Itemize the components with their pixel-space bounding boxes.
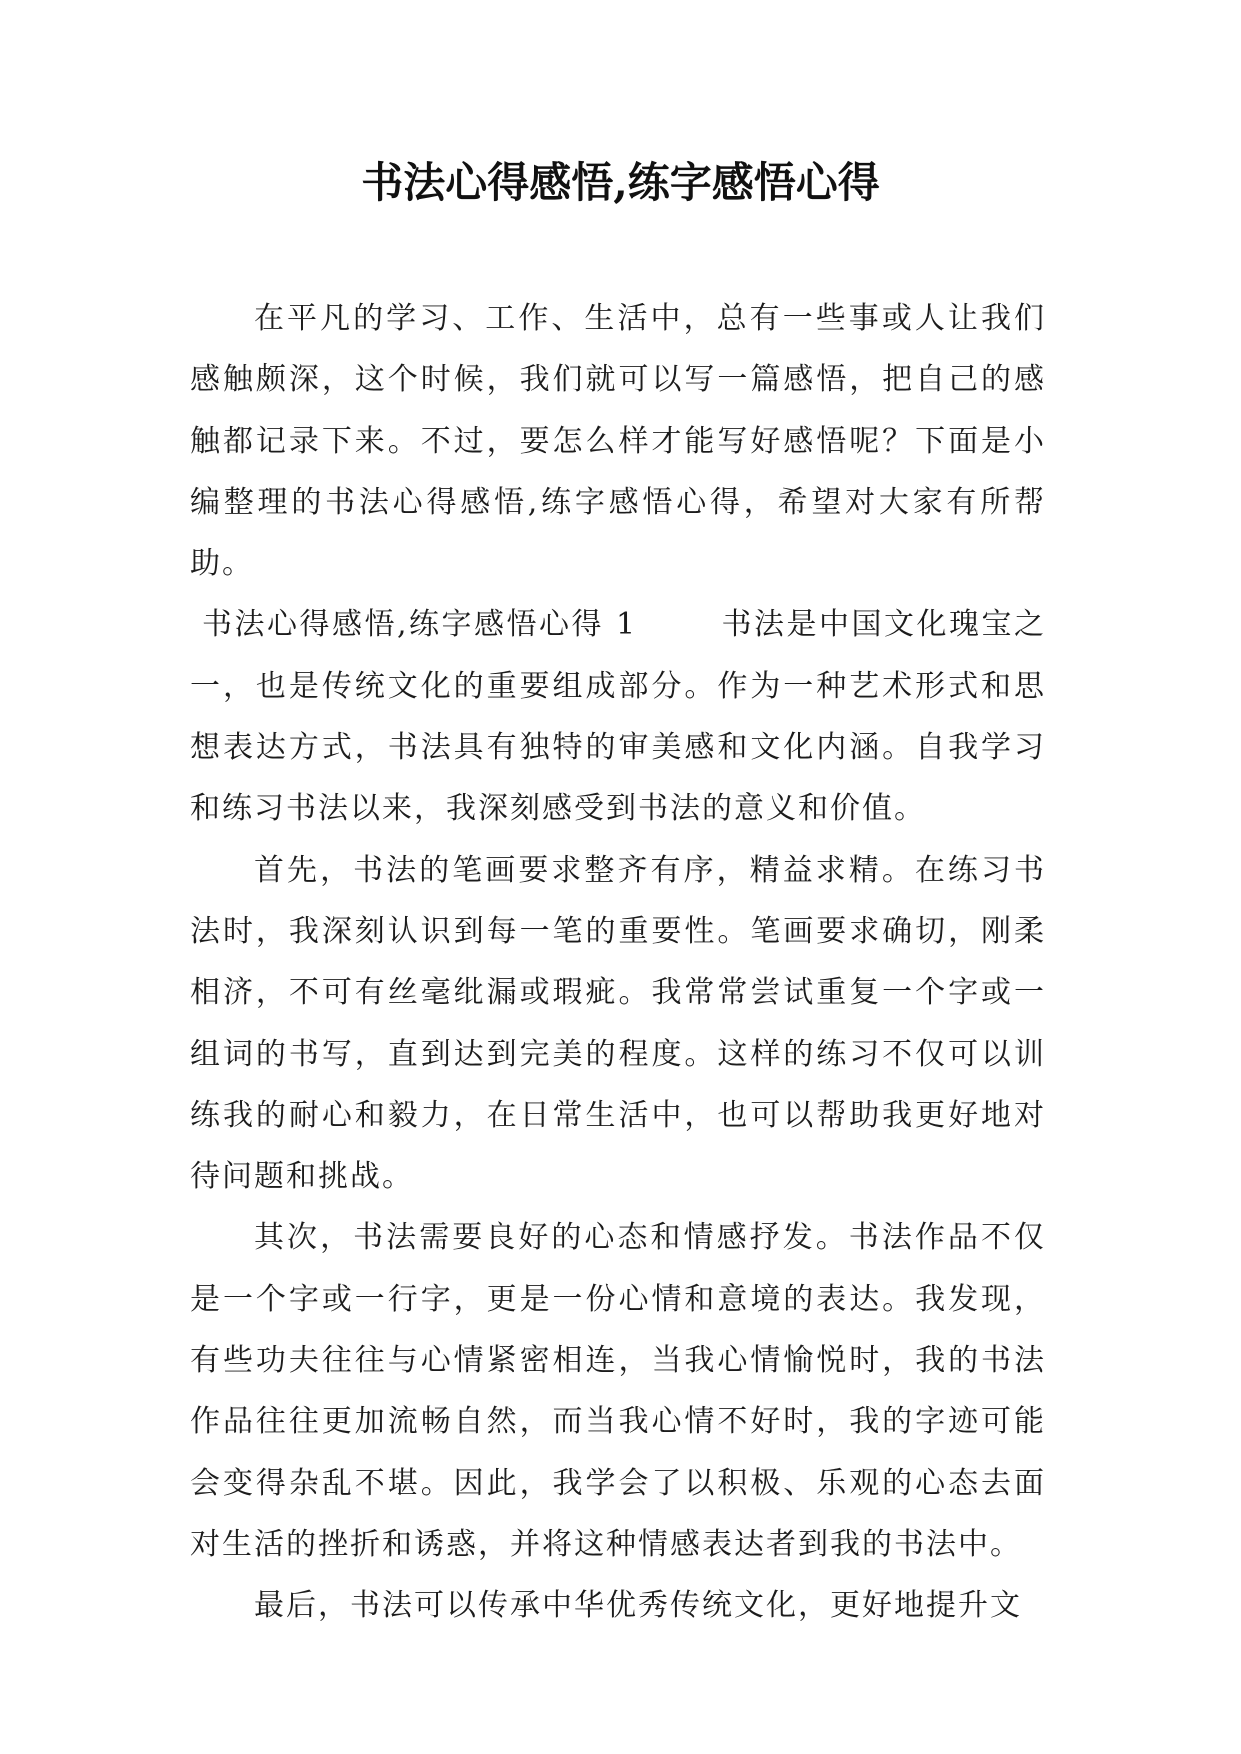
section-first-text: 书法是中国文化瑰宝之一，也是传统文化的重要组成部分。作为一种艺术形式和思想表达方式，书法具有独特的审美感和文化内涵。自我学习和练习书法以来，我深刻感受到书法的意义和价值。 xyxy=(190,607,1046,827)
section-heading: 书法心得感悟,练字感悟心得 1 xyxy=(202,607,638,643)
document-body xyxy=(190,288,1046,1637)
section-1-paragraph xyxy=(190,594,1046,839)
paragraph-last: 最后，书法可以传承中华优秀传统文化，更好地提升文 xyxy=(254,1588,1022,1624)
intro-paragraph: 在平凡的学习、工作、生活中，总有一些事或人让我们感触颇深，这个时候，我们就可以写一篇感悟，把自己的感触都记录下来。不过，要怎么样才能写好感悟呢？下面是小编整理的书法心得感悟,练字感悟心得，希望对大家有所帮助。 xyxy=(190,301,1046,582)
paragraph-second: 其次，书法需要良好的心态和情感抒发。书法作品不仅是一个字或一行字，更是一份心情和意境的表达。我发现，有些功夫往往与心情紧密相连，当我心情愉悦时，我的书法作品往往更加流畅自然，而当我心情不好时，我的字迹可能会变得杂乱不堪。因此，我学会了以积极、乐观的心态去面对生活的挫折和诱惑，并将这种情感表达者到我的书法中。 xyxy=(190,1220,1046,1562)
paragraph-first: 首先，书法的笔画要求整齐有序，精益求精。在练习书法时，我深刻认识到每一笔的重要性。笔画要求确切，刚柔相济，不可有丝毫纰漏或瑕疵。我常常尝试重复一个字或一组词的书写，直到达到完美的程度。这样的练习不仅可以训练我的耐心和毅力，在日常生活中，也可以帮助我更好地对待问题和挑战。 xyxy=(190,852,1046,1195)
document-title: 书法心得感悟,练字感悟心得 xyxy=(361,158,880,207)
